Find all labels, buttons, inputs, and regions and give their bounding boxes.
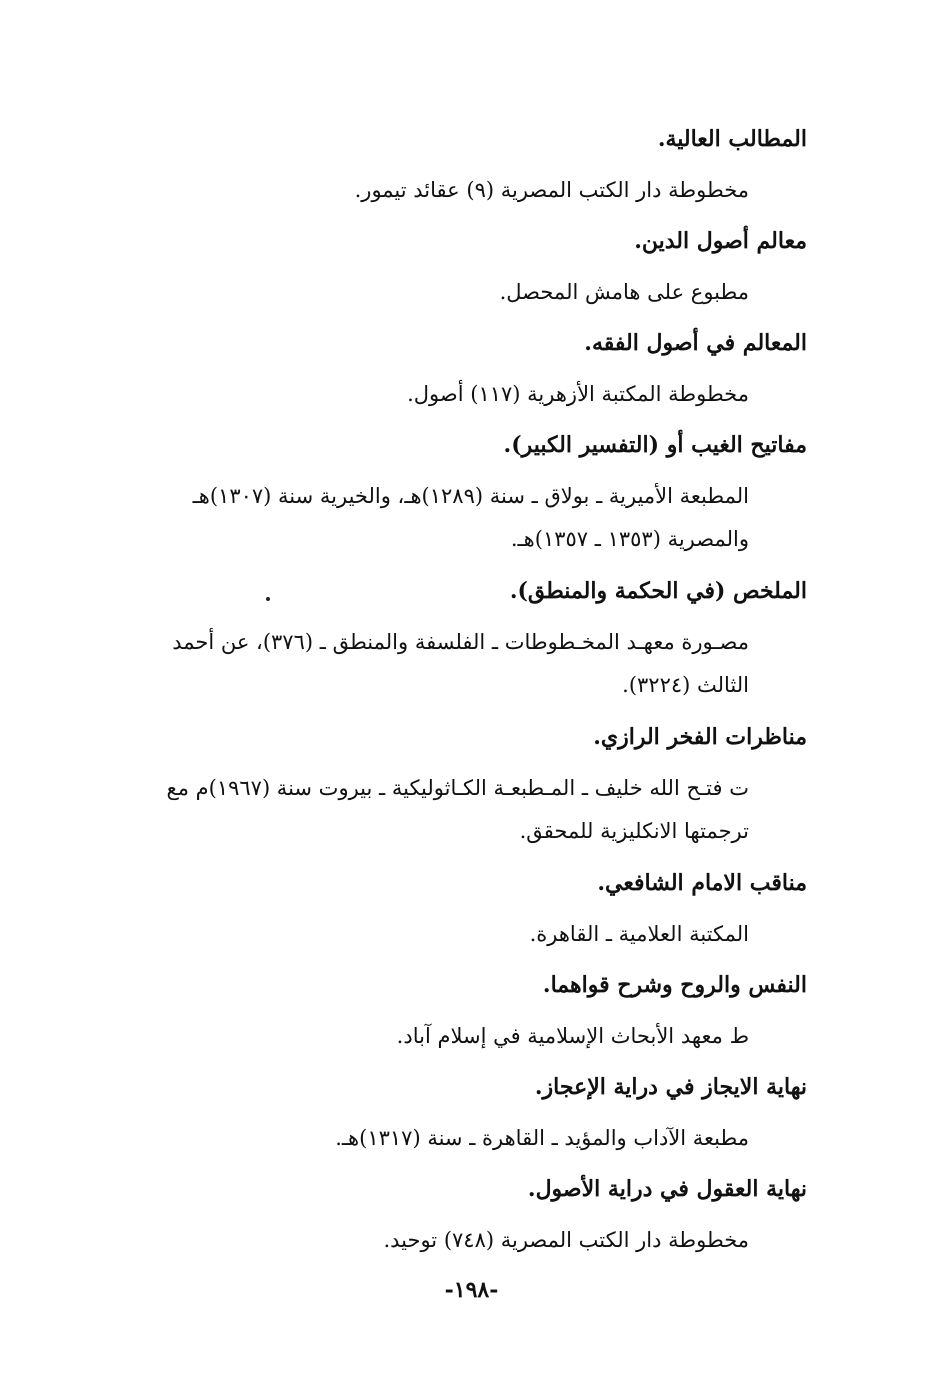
entry-detail <box>127 475 749 561</box>
entry-title: مفاتيح الغيب أو (التفسير الكبير). <box>503 432 807 458</box>
entry-detail <box>127 621 749 707</box>
entry-title: النفس والروح وشرح قواهما. <box>542 972 807 998</box>
entry-detail-line: الثالث (٣٢٢٤). <box>622 673 749 697</box>
entry-detail-line: ت فتـح الله خليف ـ المـطبعـة الكـاثوليكية ـ بيروت سنة (١٩٦٧)م مع <box>166 776 749 800</box>
entry-detail-line: مصـورة معهـد المخـطوطات ـ الفلسفة والمنطق ـ (٣٧٦)، عن أحمد <box>172 630 749 654</box>
entry-detail: مخطوطة دار الكتب المصرية (٧٤٨) توحيد. <box>383 1228 749 1252</box>
entry-detail: المكتبة العلامية ـ القاهرة. <box>529 922 749 946</box>
entry-detail: مخطوطة دار الكتب المصرية (٩) عقائد تيمور. <box>354 178 749 202</box>
entry-title: معالم أصول الدين. <box>634 228 807 254</box>
entry-detail: مطبوع على هامش المحصل. <box>499 280 749 304</box>
entry-title: مناظرات الفخر الرازي. <box>593 724 807 750</box>
entry-detail: مخطوطة المكتبة الأزهرية (١١٧) أصول. <box>407 382 749 406</box>
page-number: -١٩٨- <box>444 1277 499 1303</box>
bibliography-list <box>127 118 807 1270</box>
entry-title: المعالم في أصول الفقه. <box>584 330 807 356</box>
entry-detail-line: ترجمتها الانكليزية للمحقق. <box>519 819 749 843</box>
entry-detail: مطبعة الآداب والمؤيد ـ القاهرة ـ سنة (١٣١٧)هـ. <box>335 1126 749 1150</box>
entry-detail <box>127 767 749 853</box>
entry-title: مناقب الامام الشافعي. <box>597 870 807 896</box>
entry-detail-line: والمصرية (١٣٥٣ ـ ١٣٥٧)هـ. <box>510 527 749 551</box>
entry-title: الملخص (في الحكمة والمنطق). <box>509 578 807 604</box>
entry-detail-line: المطبعة الأميرية ـ بولاق ـ سنة (١٢٨٩)هـ، والخيرية سنة (١٣٠٧)هـ <box>192 484 749 508</box>
scan-speck <box>266 597 270 601</box>
entry-title: نهاية الايجاز في دراية الإعجاز. <box>534 1074 807 1100</box>
entry-detail: ط معهد الأبحاث الإسلامية في إسلام آباد. <box>396 1024 749 1048</box>
entry-title: نهاية العقول في دراية الأصول. <box>527 1176 807 1202</box>
entry-title: المطالب العالية. <box>657 126 807 152</box>
